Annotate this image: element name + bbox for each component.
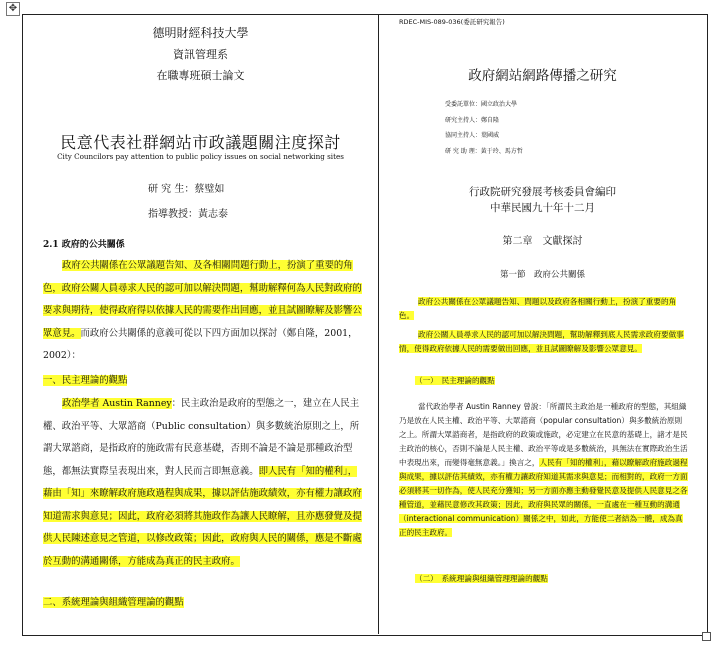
subheading-systems: （二） 系統理論與組織管理理論的觀點 [415, 574, 548, 583]
paragraph-ranney [399, 400, 689, 540]
plain-text: 而政府公共關係的意義可從以下四方面加以探討（鄭自隆，2001，2002）： [43, 327, 358, 361]
report-title: 政府網站網路傳播之研究 [468, 68, 617, 84]
publisher: 行政院研究發展考核委員會編印 [469, 186, 616, 198]
university-name: 德明財經科技大學 [152, 26, 249, 40]
publish-date: 中華民國九十年十二月 [490, 202, 595, 214]
right-page-report [379, 14, 706, 634]
highlighted-text: 政府公共關係在公眾議題告知、及各相關問題行動上，扮演了重要的角色，政府公關人員尋求人民的認可加以解決問題，幫助解釋何為人民對政府的要求與期待，使得政府得以依據人民的需要作出回應，並且試圖瞭解及影響公眾意見。 [43, 260, 362, 339]
highlighted-text: 即人民有「知的權利」，藉由「知」來瞭解政府施政過程與成果，據以評估施政績效，亦有權力讓政府知道需求與意見；因此，政府必須將其施政作為讓人民瞭解，且亦應發覺及提供人民陳述意見之管道，以修改政策；因此，政府與人民的關係，應是不斷處於互動的溝通關係，方能成為真正的民主政府。 [43, 465, 362, 567]
highlighted-text: 政府公關人員尋求人民的認可加以解決問題，幫助解釋到底人民需求政府要做事情，使得政府依據人民的需要做出回應，並且試圖瞭解及影響公眾意見。 [399, 330, 684, 353]
section-heading: 2.1 政府的公共關係 [43, 240, 125, 250]
highlighted-text: 人民有「知的權利」，藉以瞭解政府施政過程與成果，據以評估其績效，亦有權力讓政府知道其需求與意見；而相對的，政府一方面必須將其一切作為，使人民充分獲知；另一方面亦應主動發覺民意及提供人民意見之各種管道，並藉民意修改其政策；因此，政府與民眾的關係，一直處在一種互動的溝通（interactional communication）關係之中，如此，方能使二者結為一體，成為真正的民主政府。 [399, 458, 688, 537]
meta-line: 受委託單位：國立政治大學 [445, 101, 518, 108]
meta-line: 研 究 助 理：黃于玲、馬方哲 [445, 148, 523, 155]
paragraph-1 [399, 295, 684, 323]
highlighted-text: 政治學者 Austin Ranney [62, 398, 172, 409]
document-code: RDEC-MIS-089-036(委託研究報告) [399, 18, 505, 26]
thesis-title-english: City Councilors pay attention to public policy issues on social networking sites [57, 152, 344, 161]
thesis-title: 民意代表社群網站市政議題關注度探討 [60, 133, 341, 152]
meta-line: 協同主持人：葉國威 [445, 132, 500, 139]
plain-text: ：民主政治是政府的型態之一，建立在人民主權、政治平等、大眾諮商（Public consultation）與多數統治原則之上，所謂大眾諮商，是指政府的施政需有民意基礎，否則不論是不論是那種政治型態，都無法實際呈表現出來，對人民而言即無意義。 [43, 398, 360, 477]
paragraph-ranney [43, 393, 363, 573]
highlighted-text: 政府公共關係在公眾議題告知、問題以及政府各相關行動上，扮演了重要的角色。 [399, 297, 677, 320]
student-name: 研 究 生：蔡璧如 [148, 184, 225, 195]
subheading-democracy: 一、民主理論的觀點 [43, 375, 128, 386]
department-name: 資訊管理系 [173, 48, 228, 61]
plain-text: 當代政治學者 Austin Ranney 曾說：「所謂民主政治是一種政府的型態，其組織乃是放在人民主權、政治平等、大眾諮商（popular consultation）與多數統治原則之上。所謂大眾諮商者，是指政府的政策或施政，必定建立在民意的基礎上，諸才是民主政治的核心，否則不論是人民主權、政治平等或是多數統治，具無法在實際政治生活中表現出來，而變得毫無意義。」換言之， [399, 402, 688, 467]
paragraph-2 [399, 328, 684, 356]
subheading-systems: 二、系統理論與組織管理論的觀點 [43, 597, 184, 608]
move-handle-icon[interactable]: ✥ [6, 2, 20, 16]
paragraph-public-relations [43, 255, 363, 368]
degree-name: 在職專班碩士論文 [156, 69, 245, 82]
left-page-thesis [23, 14, 378, 634]
subheading-democracy: （一） 民主理論的觀點 [415, 376, 495, 385]
chapter-heading: 第二章 文獻探討 [502, 236, 583, 247]
advisor-name: 指導教授：黃志泰 [148, 209, 228, 220]
section-heading: 第一節 政府公共關係 [499, 270, 585, 280]
meta-line: 研究主持人：鄭自隆 [445, 117, 500, 124]
